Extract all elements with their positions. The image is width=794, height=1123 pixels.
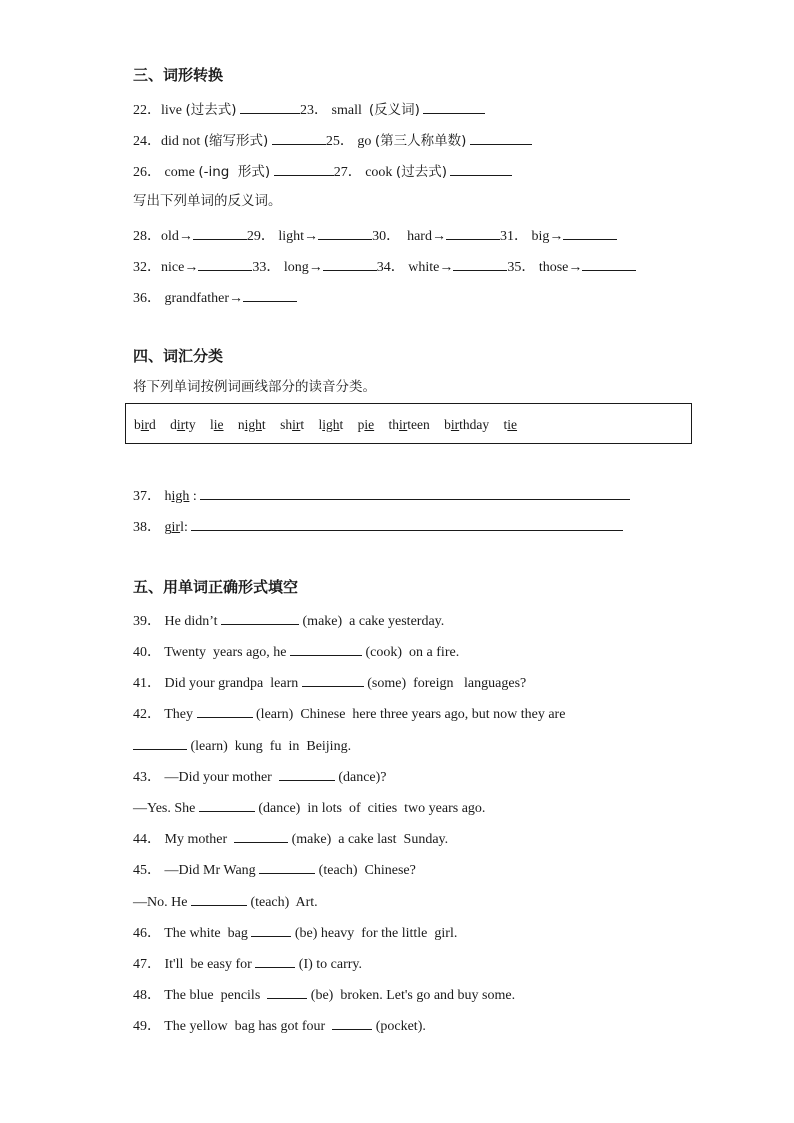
q30-word: hard→ [407, 229, 446, 244]
word-dirty: dirty [170, 417, 196, 432]
q32-word: nice→ [161, 260, 199, 275]
q49-row [133, 1015, 426, 1036]
q26-word: come [164, 165, 195, 180]
q41-blank[interactable] [302, 672, 364, 687]
q25-hint: (第三人称单数) [374, 133, 467, 149]
q25-num: 25． [325, 134, 354, 149]
q41-row [133, 672, 526, 693]
q38-pre: g [164, 520, 172, 535]
q29-num: 29． [246, 229, 275, 244]
section3-title: 三、词形转换 [133, 66, 224, 84]
q48-blank[interactable] [267, 984, 307, 999]
q46-blank[interactable] [251, 922, 291, 937]
word-box-list [134, 417, 528, 433]
word-thirteen: thirteen [388, 417, 430, 432]
q35-blank[interactable] [582, 256, 636, 271]
q42-text-b: (learn) Chinese here three years ago, but now they are [252, 707, 566, 722]
q32-blank[interactable] [198, 256, 252, 271]
q22-blank[interactable] [240, 99, 300, 114]
q30-num: 30． [372, 229, 401, 244]
q44-blank[interactable] [234, 828, 288, 843]
q46-num: 46． [133, 926, 161, 941]
word-shirt: shirt [280, 417, 305, 432]
q22-num: 22． [133, 103, 161, 118]
q22-word: live [161, 103, 182, 118]
q47-row [133, 953, 362, 974]
q23-word: small [331, 103, 362, 118]
antonyms-row-1 [133, 225, 617, 246]
q32-num: 32． [133, 260, 161, 275]
q48-text-a: The blue pencils [164, 988, 268, 1003]
q31-num: 31． [499, 229, 528, 244]
q24-25-row [133, 130, 532, 151]
q45-text-a: —Did Mr Wang [164, 863, 260, 878]
q48-text-b: (be) broken. Let's go and buy some. [307, 988, 516, 1003]
q31-blank[interactable] [563, 225, 617, 240]
q44-text-a: My mother [164, 832, 235, 847]
q28-num: 28． [133, 229, 161, 244]
word-birthday: birthday [444, 417, 490, 432]
q43-text-b: (dance)? [334, 770, 387, 785]
q49-blank[interactable] [332, 1015, 372, 1030]
antonyms-row-2 [133, 256, 636, 277]
q46-text-a: The white bag [164, 926, 252, 941]
q23-num: 23． [300, 103, 329, 118]
q37-ul: igh [171, 489, 190, 504]
q39-text-a: He didn’t [164, 614, 222, 629]
q22-23-row [133, 99, 485, 120]
q35-word: those→ [538, 260, 583, 275]
q47-num: 47． [133, 957, 161, 972]
q40-num: 40． [133, 645, 161, 660]
q29-blank[interactable] [318, 225, 372, 240]
q42-blank-2[interactable] [133, 735, 187, 750]
q41-num: 41． [133, 676, 161, 691]
q42-num: 42． [133, 707, 161, 722]
q26-num: 26． [133, 165, 161, 180]
q44-row [133, 828, 448, 849]
q49-text-b: (pocket). [372, 1019, 426, 1034]
q28-word: old→ [161, 229, 193, 244]
q26-27-row [133, 161, 512, 182]
q24-hint: (缩写形式) [203, 133, 269, 149]
q38-ul: ir [171, 520, 181, 535]
q28-blank[interactable] [193, 225, 247, 240]
section5-title: 五、用单词正确形式填空 [133, 578, 299, 596]
q42-text-a: They [164, 707, 197, 722]
q23-blank[interactable] [423, 99, 485, 114]
word-tie: tie [503, 417, 518, 432]
q25-blank[interactable] [470, 130, 532, 145]
q49-num: 49． [133, 1019, 161, 1034]
q43-blank-1[interactable] [279, 766, 335, 781]
q43-reply-b: (dance) in lots of cities two years ago. [254, 801, 486, 816]
q27-blank[interactable] [450, 161, 512, 176]
q45-reply-row [133, 891, 318, 912]
q46-text-b: (be) heavy for the little girl. [291, 926, 458, 941]
q44-text-b: (make) a cake last Sunday. [288, 832, 449, 847]
q37-answer-line[interactable] [200, 485, 630, 500]
q37-post: : [189, 489, 197, 504]
q43-reply-row [133, 797, 485, 818]
q47-blank[interactable] [255, 953, 295, 968]
section4-instruction: 将下列单词按例词画线部分的读音分类。 [133, 379, 376, 395]
q39-text-b: (make) a cake yesterday. [299, 614, 445, 629]
q42-cont-row [133, 735, 351, 756]
q37-row [133, 485, 630, 506]
q38-answer-line[interactable] [191, 516, 623, 531]
q26-hint: (-ing 形式) [198, 164, 271, 180]
q42-cont-text: (learn) kung fu in Beijing. [187, 739, 352, 754]
q36-blank[interactable] [243, 287, 297, 302]
q23-hint: (反义词) [368, 102, 420, 118]
q24-word: did not [161, 134, 201, 149]
q36-num: 36． [133, 291, 161, 306]
word-pie: pie [357, 417, 375, 432]
q27-word: cook [365, 165, 393, 180]
q38-post: l: [180, 520, 188, 535]
q27-hint: (过去式) [395, 164, 447, 180]
q34-word: white→ [408, 260, 454, 275]
q34-num: 34． [376, 260, 405, 275]
q33-num: 33． [252, 260, 281, 275]
word-light: light [318, 417, 344, 432]
q38-num: 38． [133, 520, 161, 535]
q39-row [133, 610, 444, 631]
q33-word: long→ [283, 260, 323, 275]
q43-reply-a: —Yes. She [133, 801, 199, 816]
q47-text-a: It'll be easy for [164, 957, 256, 972]
q36-word: grandfather→ [164, 291, 244, 306]
q22-hint: (过去式) [185, 102, 237, 118]
q48-row [133, 984, 515, 1005]
q25-word: go [357, 134, 372, 149]
q45-row [133, 859, 416, 880]
antonym-instruction: 写出下列单词的反义词。 [133, 193, 282, 209]
q46-row [133, 922, 457, 943]
q29-word: light→ [278, 229, 319, 244]
q43-row [133, 766, 387, 787]
q43-text-a: —Did your mother [164, 770, 279, 785]
q45-reply-a: —No. He [133, 895, 191, 910]
q38-row [133, 516, 623, 537]
q40-row [133, 641, 459, 662]
q45-text-b: (teach) Chinese? [315, 863, 416, 878]
q37-num: 37． [133, 489, 161, 504]
q33-blank[interactable] [323, 256, 377, 271]
word-night: night [237, 417, 266, 432]
q45-num: 45． [133, 863, 161, 878]
q48-num: 48． [133, 988, 161, 1003]
q45-blank-1[interactable] [259, 859, 315, 874]
q42-blank-1[interactable] [197, 703, 253, 718]
q37-pre: h [164, 489, 172, 504]
q24-num: 24． [133, 134, 161, 149]
q45-blank-2[interactable] [191, 891, 247, 906]
word-lie: lie [210, 417, 224, 432]
q39-blank[interactable] [221, 610, 299, 625]
q31-word: big→ [531, 229, 564, 244]
word-box [125, 403, 692, 444]
q34-blank[interactable] [453, 256, 507, 271]
q39-num: 39． [133, 614, 161, 629]
q43-blank-2[interactable] [199, 797, 255, 812]
q41-text-b: (some) foreign languages? [363, 676, 527, 691]
q40-text-a: Twenty years ago, he [164, 645, 291, 660]
q40-blank[interactable] [290, 641, 362, 656]
q42-row [133, 703, 565, 724]
q49-text-a: The yellow bag has got four [164, 1019, 333, 1034]
q35-num: 35． [507, 260, 536, 275]
word-bird: bird [134, 417, 156, 432]
q43-num: 43． [133, 770, 161, 785]
q30-blank[interactable] [446, 225, 500, 240]
q47-text-b: (I) to carry. [295, 957, 362, 972]
q24-blank[interactable] [272, 130, 326, 145]
q40-text-b: (cook) on a fire. [362, 645, 460, 660]
antonyms-row-3 [133, 287, 297, 308]
q41-text-a: Did your grandpa learn [164, 676, 302, 691]
section4-title: 四、词汇分类 [133, 347, 224, 365]
q26-blank[interactable] [274, 161, 334, 176]
q44-num: 44． [133, 832, 161, 847]
q27-num: 27． [333, 165, 362, 180]
q45-reply-b: (teach) Art. [246, 895, 318, 910]
